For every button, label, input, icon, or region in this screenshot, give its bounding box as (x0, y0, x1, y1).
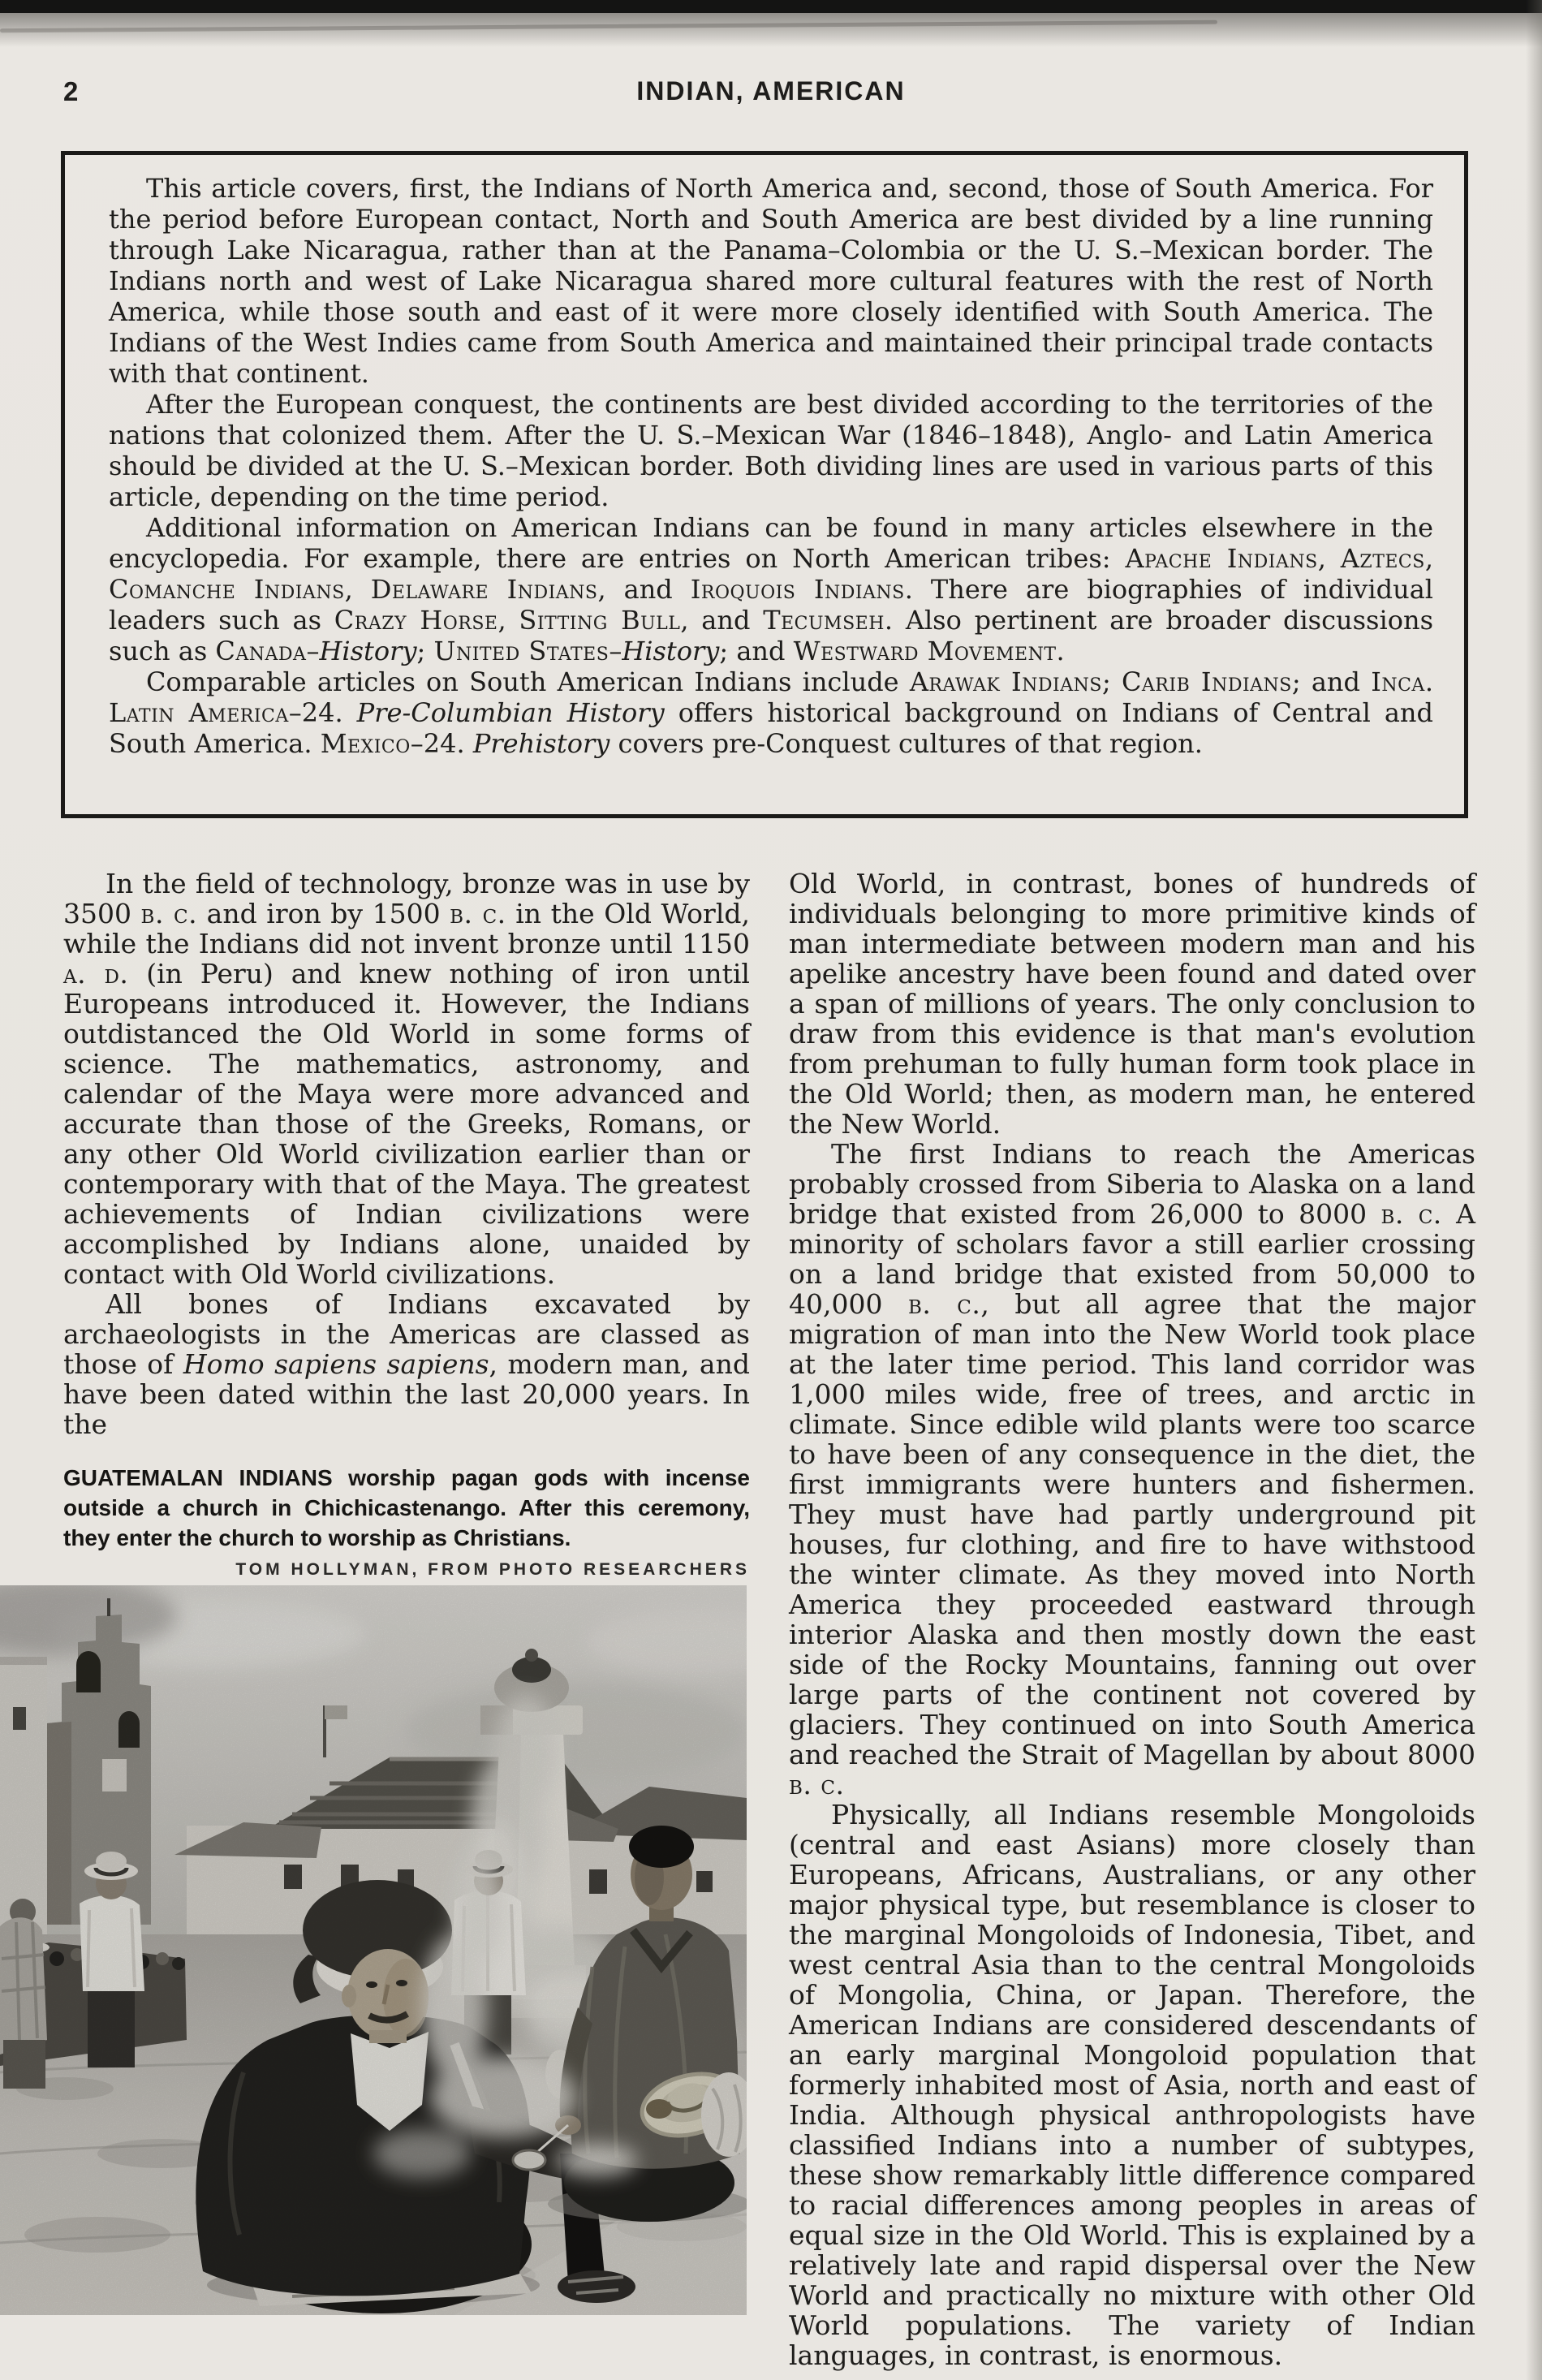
left-column (63, 869, 750, 1439)
figure-caption-block (63, 1463, 750, 1580)
body-paragraph: All bones of Indians excavated by archaeologists in the Americas are classed as those of Homo sapiens sapiens, modern man, and have been dated within the last 20,000 years. In the (63, 1288, 750, 1440)
figure-credit: TOM HOLLYMAN, FROM PHOTO RESEARCHERS (235, 1560, 750, 1579)
halftone-grain (0, 1585, 747, 2315)
intro-summary-box (61, 151, 1468, 818)
guatemala-photo (0, 1585, 747, 2315)
intro-paragraph: Comparable articles on South American Indians include Arawak Indians; Carib Indians; and Inca. Latin America–24. Pre-Columbian History offers historical background on Indians of Central and South America. Mexico–24. Prehistory covers pre-Conquest cultures of that region. (109, 666, 1434, 759)
right-column (789, 869, 1475, 2370)
body-paragraph: The first Indians to reach the Americas probably crossed from Siberia to Alaska on a land bridge that existed from 26,000 to 8000 b. c. A minority of scholars favor a still earlier crossing on a land bridge that existed from 50,000 to 40,000 b. c., but all agree that the major migration of man into the New World took place at the later time period. This land corridor was 1,000 miles wide, free of trees, and arctic in climate. Since edible wild plants were too scarce to have been of any consequence in the diet, the first immigrants were hunters and fishermen. They must have had partly underground pit houses, fur clothing, and fire to have withstood the winter climate. As they moved into North America they proceeded eastward through interior Alaska and then mostly down the east side of the Rocky Mountains, fanning out over large parts of the continent not covered by glaciers. They continued on into South America and reached the Strait of Magellan by about 8000 b. c. (789, 1138, 1475, 1800)
body-paragraph: Physically, all Indians resemble Mongoloids (central and east Asians) more closely than Europeans, Africans, Australians, or any other major physical type, but resemblance is closer to the marginal Mongoloids of Indonesia, Tibet, and west central Asia than to the central Mongoloids of Mongolia, China, or Japan. Therefore, the American Indians are considered descendants of an early marginal Mongoloid population that formerly inhabited most of Asia, north and east of India. Although physical anthropologists have classified Indians into a number of subtypes, these show remarkably little difference compared to racial differences among peoples in areas of equal size in the Old World. This is explained by a relatively late and rapid dispersal over the New World and practically no mixture with other Old World populations. The variety of Indian languages, in contrast, is enormous. (789, 1799, 1475, 2371)
body-paragraph: Old World, in contrast, bones of hundreds of individuals belonging to more primitive kinds of man intermediate between modern man and his apelike ancestry have been found and dated over a span of millions of years. The only conclusion to draw from this evidence is that man's evolution from prehuman to fully human form took place in the Old World; then, as modern man, he entered the New World. (789, 868, 1475, 1140)
scan-right-shadow (1526, 0, 1542, 2380)
intro-paragraph: This article covers, first, the Indians of North America and, second, those of South America. For the period before European contact, North and South America are best divided by a line running through Lake Nicaragua, rather than at the Panama–Colombia or the U. S.–Mexican border. The Indians north and west of Lake Nicaragua shared more cultural features with the rest of North America, while those south and east of it were more closely identified with South America. The Indians of the West Indies came from South America and maintained their principal trade contacts with that continent. (109, 173, 1433, 389)
scan-edge-artifact (0, 0, 1542, 13)
intro-paragraph: Additional information on American Indians can be found in many articles elsewhere in the encyclopedia. For example, there are entries on North American tribes: Apache Indians, Aztecs, Comanche Indians, Delaware Indians, and Iroquois Indians. There are biographies of individual leaders such as Crazy Horse, Sitting Bull, and Tecumseh. Also pertinent are broader discussions such as Canada–History; United States–History; and Westward Movement. (109, 512, 1434, 666)
intro-paragraph: After the European conquest, the continents are best divided according to the territories of the nations that colonized them. After the U. S.–Mexican War (1846–1848), Anglo- and Latin America should be divided at the U. S.–Mexican border. Both dividing lines are used in various parts of this article, depending on the time period. (109, 389, 1433, 512)
figure-caption: GUATEMALAN INDIANS worship pagan gods with incense outside a church in Chichicastenango. After this ceremony, they enter the church to worship as Christians. (63, 1465, 750, 1550)
photo-illustration (0, 1585, 747, 2315)
page-number: 2 (63, 76, 79, 106)
page-title: INDIAN, AMERICAN (636, 76, 906, 106)
body-paragraph: In the field of technology, bronze was in use by 3500 b. c. and iron by 1500 b. c. in the Old World, while the Indians did not invent bronze until 1150 a. d. (in Peru) and knew nothing of iron until Europeans introduced it. However, the Indians outdistanced the Old World in some forms of science. The mathematics, astronomy, and calendar of the Maya were more advanced and accurate than those of the Greeks, Romans, or any other Old World civilization earlier than or contemporary with that of the Maya. The greatest achievements of Indian civilizations were accomplished by Indians alone, unaided by contact with Old World civilizations. (63, 868, 750, 1290)
